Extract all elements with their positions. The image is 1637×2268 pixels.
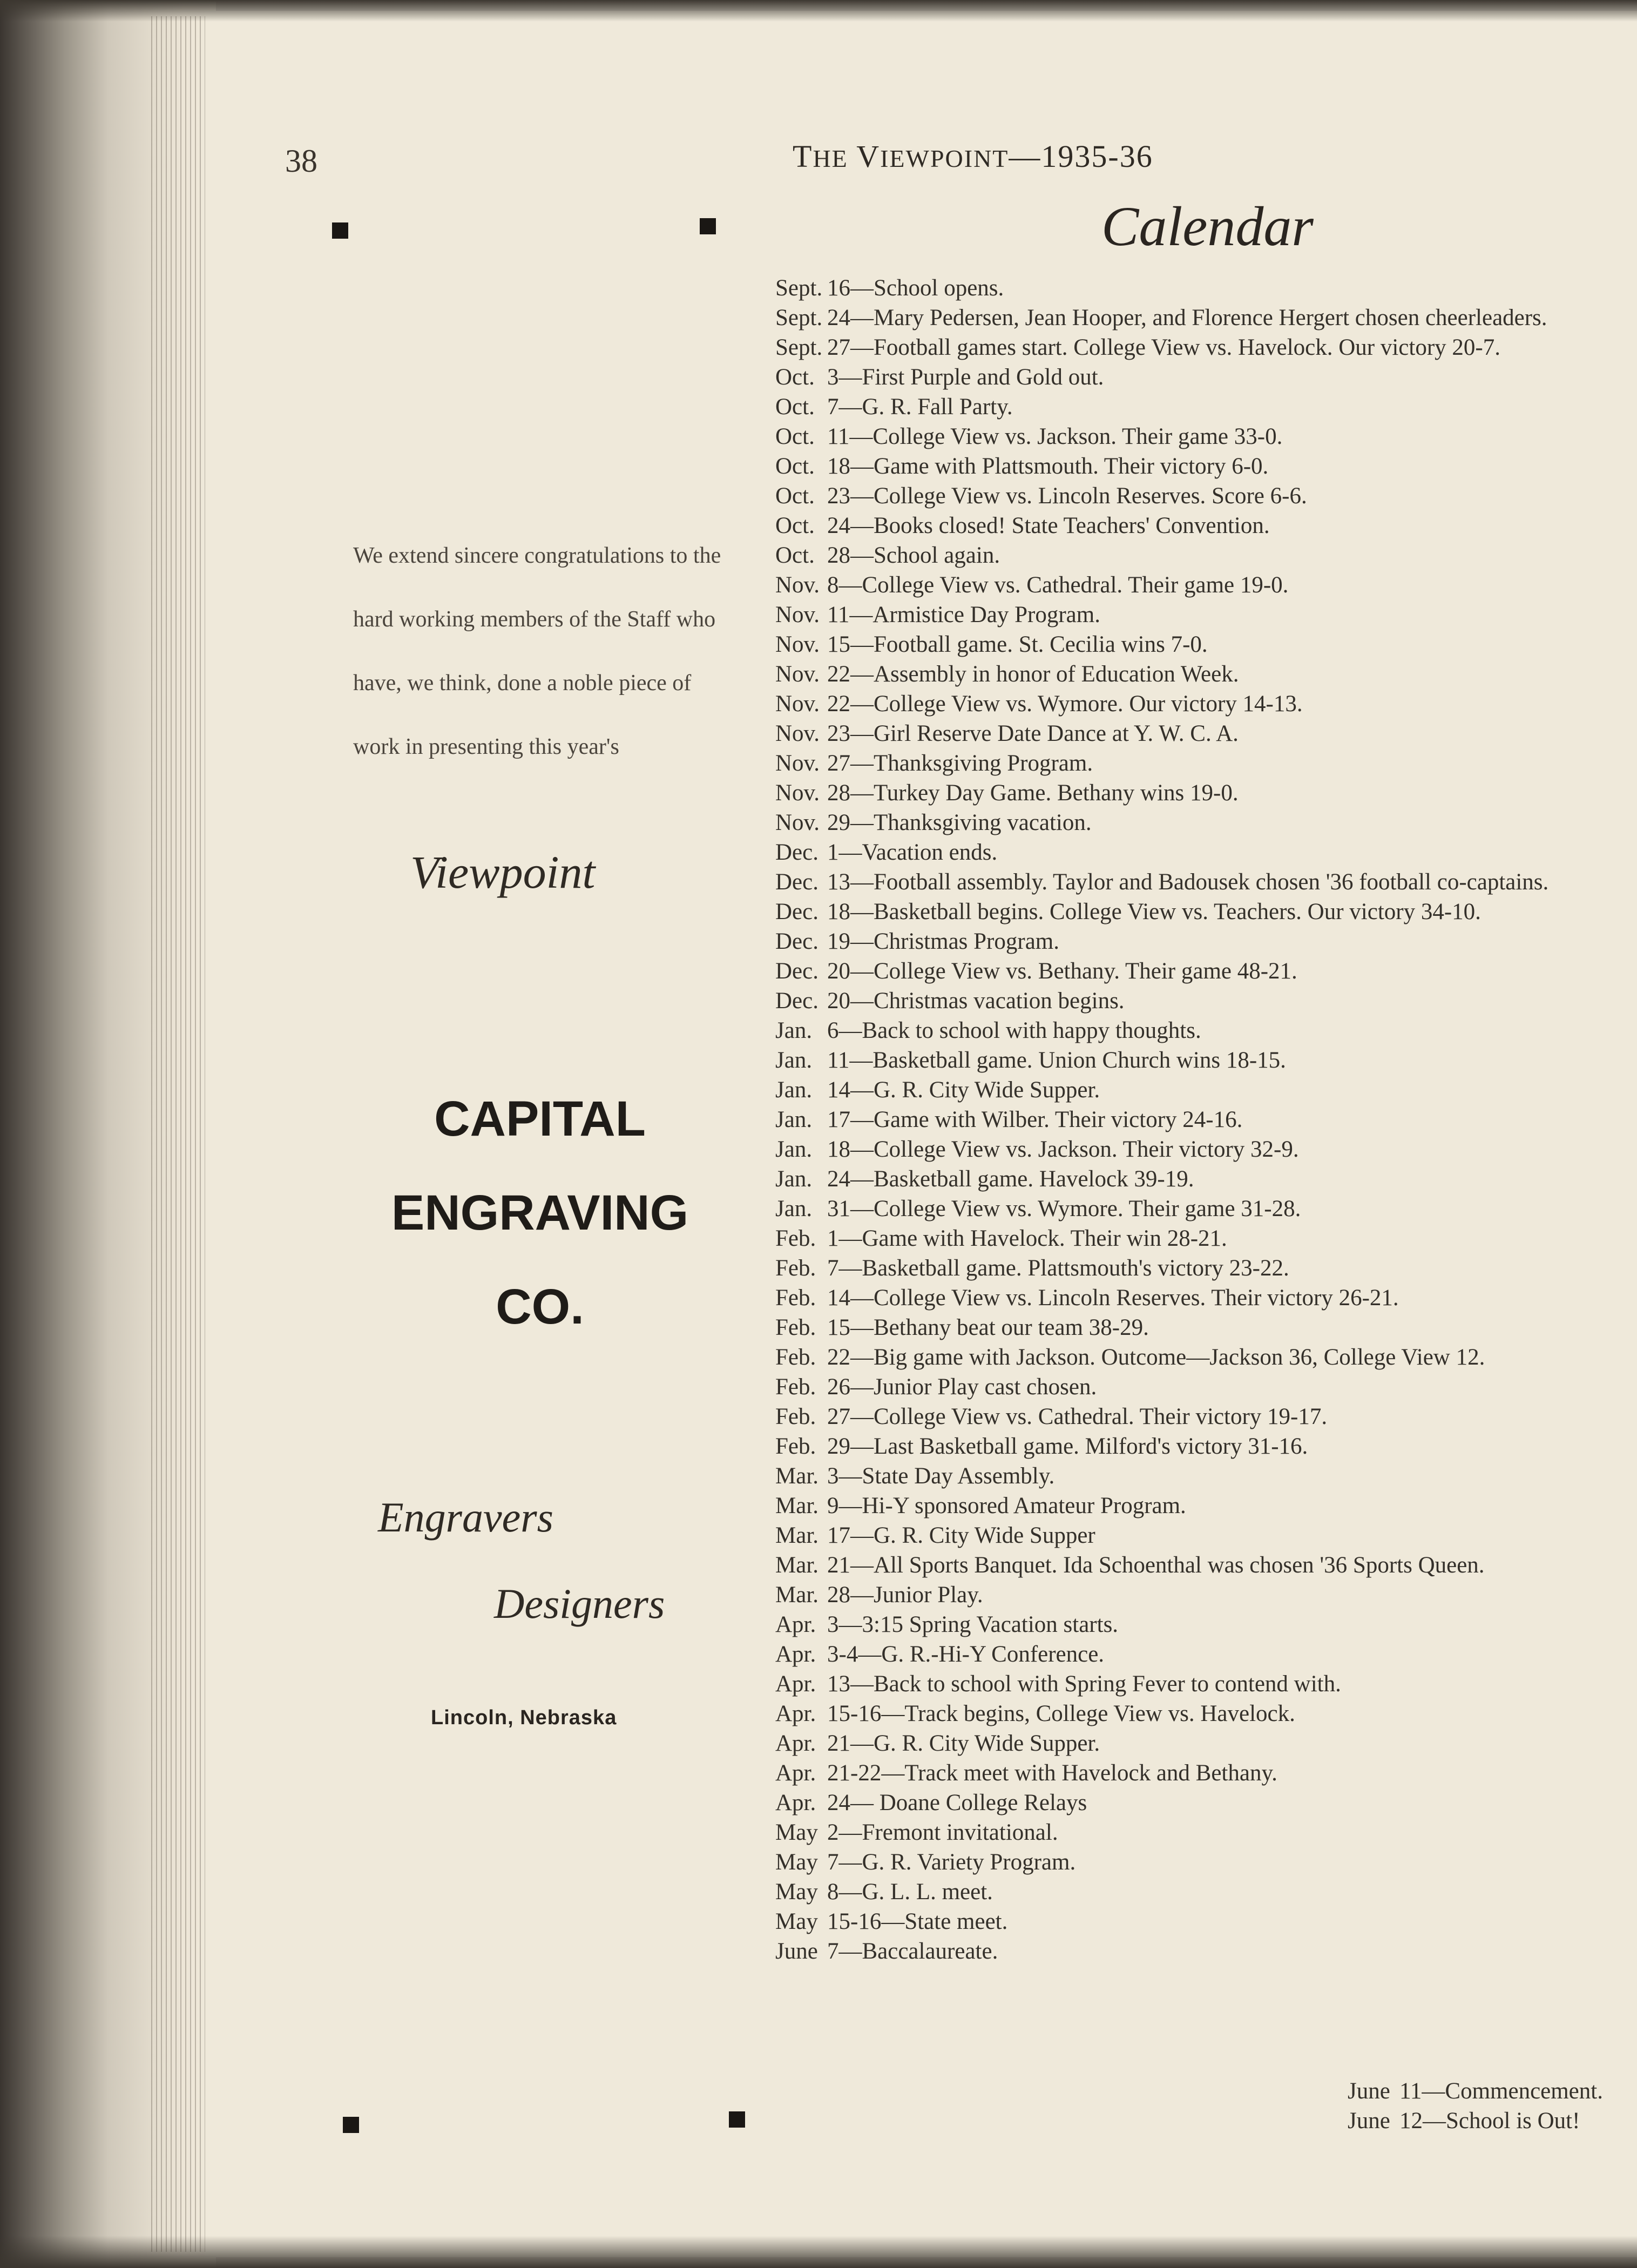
calendar-entry-month: Nov. <box>775 632 820 657</box>
calendar-list <box>775 273 1628 1966</box>
calendar-entry-text: 27—Football games start. College View vs. Havelock. Our victory 20-7. <box>827 335 1500 360</box>
calendar-entry-month: Mar. <box>775 1493 819 1518</box>
tagline-engravers: Engravers <box>378 1494 553 1541</box>
calendar-entry-text: 22—Assembly in honor of Education Week. <box>827 662 1239 687</box>
calendar-entry-text: 29—Thanksgiving vacation. <box>827 810 1092 835</box>
calendar-entry <box>775 362 1628 392</box>
calendar-entry-month: Feb. <box>775 1374 816 1400</box>
calendar-entry <box>775 927 1628 956</box>
calendar-entry-month: Nov. <box>775 721 820 746</box>
running-head-v: V <box>848 139 881 174</box>
calendar-entry-text: 22—Big game with Jackson. Outcome—Jackson 36, College View 12. <box>827 1345 1485 1370</box>
calendar-entry-text: 7—G. R. Variety Program. <box>827 1850 1076 1875</box>
calendar-entry <box>775 1432 1628 1461</box>
company-line-1: CAPITAL <box>434 1091 646 1146</box>
calendar-entry-text: 29—Last Basketball game. Milford's victory 31-16. <box>827 1434 1308 1459</box>
calendar-entry-text: 1—Game with Havelock. Their win 28-21. <box>827 1226 1227 1251</box>
calendar-entry <box>775 1075 1628 1105</box>
calendar-entry-month: Jan. <box>775 1077 813 1103</box>
calendar-entry <box>775 1639 1628 1669</box>
calendar-entry <box>775 600 1628 630</box>
calendar-entry-month: May <box>775 1909 818 1934</box>
calendar-entry-text: 12—School is Out! <box>1399 2108 1580 2134</box>
tagline-designers: Designers <box>494 1580 665 1627</box>
page-number: 38 <box>285 143 317 179</box>
calendar-entry-text: 3—3:15 Spring Vacation starts. <box>827 1612 1119 1637</box>
calendar-entry-month: Nov. <box>775 751 820 776</box>
calendar-entry <box>775 1105 1628 1135</box>
calendar-entry-text: 7—Baccalaureate. <box>827 1939 998 1964</box>
calendar-entry <box>775 1402 1628 1432</box>
calendar-entry-text: 24—Basketball game. Havelock 39-19. <box>827 1166 1194 1192</box>
calendar-entry-text: 31—College View vs. Wymore. Their game 31-28. <box>827 1196 1301 1221</box>
calendar-entry <box>775 1699 1628 1729</box>
calendar-entry <box>775 1342 1628 1372</box>
calendar-entry <box>775 481 1628 511</box>
calendar-entry <box>775 630 1628 659</box>
calendar-entry-text: 3-4—G. R.-Hi-Y Conference. <box>827 1642 1105 1667</box>
calendar-june-right <box>1348 2076 1609 2136</box>
calendar-entry-month: Apr. <box>775 1612 816 1637</box>
calendar-entry <box>775 808 1628 838</box>
calendar-entry-month: June <box>1348 2078 1390 2104</box>
calendar-entry-text: 24— Doane College Relays <box>827 1790 1087 1815</box>
calendar-entry <box>775 867 1628 897</box>
calendar-entry <box>775 1372 1628 1402</box>
calendar-entry-text: 28—Turkey Day Game. Bethany wins 19-0. <box>827 780 1239 806</box>
calendar-entry <box>775 1016 1628 1045</box>
calendar-entry <box>775 748 1628 778</box>
calendar-entry-month: May <box>775 1850 818 1875</box>
calendar-entry <box>775 838 1628 867</box>
calendar-entry-text: 18—College View vs. Jackson. Their victory 32-9. <box>827 1137 1299 1162</box>
calendar-entry-month: Apr. <box>775 1731 816 1756</box>
calendar-entry <box>775 392 1628 422</box>
calendar-entry-month: Oct. <box>775 543 815 568</box>
calendar-entry-text: 11—Basketball game. Union Church wins 18-15. <box>827 1048 1286 1073</box>
book-spine-edge <box>0 0 216 2268</box>
calendar-entry-month: Dec. <box>775 840 819 865</box>
calendar-entry-text: 21-22—Track meet with Havelock and Bethany. <box>827 1760 1277 1786</box>
calendar-entry-text: 23—Girl Reserve Date Dance at Y. W. C. A. <box>827 721 1239 746</box>
calendar-entry-month: Nov. <box>775 662 820 687</box>
calendar-entry <box>775 1461 1628 1491</box>
calendar-entry-month: Feb. <box>775 1256 816 1281</box>
calendar-entry-text: 19—Christmas Program. <box>827 929 1059 954</box>
calendar-entry-month: Feb. <box>775 1404 816 1429</box>
calendar-entry-month: Nov. <box>775 572 820 598</box>
company-line-3: CO. <box>496 1279 584 1334</box>
calendar-entry <box>775 778 1628 808</box>
calendar-entry-text: 16—School opens. <box>827 275 1004 301</box>
calendar-entry <box>775 1491 1628 1521</box>
calendar-entry-text: 28—School again. <box>827 543 1000 568</box>
calendar-entry-month: Dec. <box>775 869 819 895</box>
calendar-entry-text: 15—Football game. St. Cecilia wins 7-0. <box>827 632 1208 657</box>
company-location: Lincoln, Nebraska <box>431 1706 617 1729</box>
calendar-entry <box>775 1877 1628 1907</box>
calendar-entry-month: Feb. <box>775 1226 816 1251</box>
calendar-entry <box>775 1936 1628 1966</box>
running-head-t: T <box>793 139 813 174</box>
calendar-entry-text: 15-16—Track begins, College View vs. Havelock. <box>827 1701 1295 1726</box>
running-head <box>793 138 1153 174</box>
calendar-entry-text: 21—G. R. City Wide Supper. <box>827 1731 1100 1756</box>
calendar-entry-month: Feb. <box>775 1434 816 1459</box>
calendar-entry-text: 17—G. R. City Wide Supper <box>827 1523 1095 1548</box>
calendar-entry-month: Oct. <box>775 394 815 420</box>
calendar-entry-text: 14—G. R. City Wide Supper. <box>827 1077 1100 1103</box>
calendar-entry-text: 11—College View vs. Jackson. Their game 33-0. <box>827 424 1283 449</box>
calendar-entry-month: Oct. <box>775 513 815 538</box>
calendar-entry <box>775 897 1628 927</box>
calendar-entry-text: 23—College View vs. Lincoln Reserves. Score 6-6. <box>827 483 1307 509</box>
calendar-entry-text: 13—Football assembly. Taylor and Badousek chosen '36 football co-captains. <box>827 869 1549 895</box>
calendar-title: Calendar <box>1101 195 1314 258</box>
calendar-entry-text: 24—Books closed! State Teachers' Convention. <box>827 513 1270 538</box>
calendar-entry-month: May <box>775 1879 818 1905</box>
calendar-entry-month: Apr. <box>775 1642 816 1667</box>
calendar-entry <box>775 1521 1628 1550</box>
calendar-entry-month: Dec. <box>775 929 819 954</box>
calendar-entry-text: 17—Game with Wilber. Their victory 24-16. <box>827 1107 1243 1132</box>
calendar-entry-month: Apr. <box>775 1701 816 1726</box>
calendar-entry-text: 14—College View vs. Lincoln Reserves. Their victory 26-21. <box>827 1285 1399 1311</box>
calendar-entry-text: 15-16—State meet. <box>827 1909 1008 1934</box>
calendar-entry <box>775 1253 1628 1283</box>
calendar-entry <box>775 1283 1628 1313</box>
calendar-entry-month: Mar. <box>775 1523 819 1548</box>
company-name <box>346 1072 734 1354</box>
calendar-entry <box>775 1907 1628 1936</box>
calendar-entry-month: Nov. <box>775 691 820 717</box>
calendar-entry-month: Apr. <box>775 1671 816 1697</box>
calendar-entry <box>775 659 1628 689</box>
calendar-entry <box>1348 2106 1609 2136</box>
calendar-entry-month: Jan. <box>775 1166 813 1192</box>
calendar-entry-month: Sept. <box>775 335 823 360</box>
calendar-entry-text: 27—Thanksgiving Program. <box>827 751 1093 776</box>
calendar-entry-month: May <box>775 1820 818 1845</box>
calendar-entry-text: 11—Armistice Day Program. <box>827 602 1100 627</box>
corner-marker-top-right <box>700 218 716 234</box>
calendar-entry <box>775 689 1628 719</box>
calendar-entry <box>775 1669 1628 1699</box>
calendar-entry-text: 7—Basketball game. Plattsmouth's victory 23-22. <box>827 1256 1289 1281</box>
running-head-he: HE <box>813 145 848 172</box>
calendar-entry-text: 2—Fremont invitational. <box>827 1820 1058 1845</box>
calendar-entry-text: 7—G. R. Fall Party. <box>827 394 1013 420</box>
calendar-entry-month: Jan. <box>775 1018 813 1043</box>
calendar-entry <box>775 333 1628 362</box>
calendar-entry-month: Jan. <box>775 1196 813 1221</box>
calendar-entry <box>775 986 1628 1016</box>
calendar-entry <box>775 1610 1628 1639</box>
calendar-entry <box>775 541 1628 570</box>
calendar-entry <box>775 1580 1628 1610</box>
running-head-iewpoint: IEWPOINT <box>880 145 1009 172</box>
company-line-2: ENGRAVING <box>391 1185 689 1240</box>
calendar-entry-text: 18—Basketball begins. College View vs. Teachers. Our victory 34-10. <box>827 899 1481 924</box>
calendar-entry-month: Oct. <box>775 424 815 449</box>
calendar-entry-text: 13—Back to school with Spring Fever to contend with. <box>827 1671 1341 1697</box>
advertisement-message: We extend sincere congratulations to the hard working members of the Staff who have, we think, done a noble piece of work in presenting this year's <box>353 543 721 759</box>
calendar-entry-month: Sept. <box>775 275 823 301</box>
calendar-entry-month: Nov. <box>775 602 820 627</box>
calendar-entry <box>775 1224 1628 1253</box>
calendar-entry-text: 11—Commencement. <box>1399 2078 1603 2104</box>
calendar-entry-month: Mar. <box>775 1552 819 1578</box>
calendar-entry <box>1348 2076 1609 2106</box>
calendar-entry-month: Sept. <box>775 305 823 330</box>
calendar-entry-month: Apr. <box>775 1760 816 1786</box>
calendar-entry <box>775 1758 1628 1788</box>
calendar-entry-text: 18—Game with Plattsmouth. Their victory 6-0. <box>827 454 1269 479</box>
calendar-entry <box>775 303 1628 333</box>
calendar-entry <box>775 1045 1628 1075</box>
calendar-entry <box>775 1313 1628 1342</box>
calendar-entry-month: Jan. <box>775 1107 813 1132</box>
calendar-entry-text: 28—Junior Play. <box>827 1582 983 1608</box>
calendar-entry-month: Dec. <box>775 899 819 924</box>
calendar-entry-text: 8—G. L. L. meet. <box>827 1879 993 1905</box>
calendar-entry <box>775 1729 1628 1758</box>
calendar-entry-text: 27—College View vs. Cathedral. Their victory 19-17. <box>827 1404 1328 1429</box>
calendar-entry-month: Mar. <box>775 1463 819 1489</box>
corner-marker-bottom-right <box>729 2111 745 2128</box>
calendar-entry <box>775 511 1628 541</box>
calendar-entry-text: 24—Mary Pedersen, Jean Hooper, and Florence Hergert chosen cheerleaders. <box>827 305 1547 330</box>
calendar-entry-month: Feb. <box>775 1315 816 1340</box>
calendar-entry-month: Feb. <box>775 1345 816 1370</box>
page-edges <box>151 16 211 2252</box>
calendar-entry-month: June <box>775 1939 818 1964</box>
calendar-entry <box>775 1818 1628 1847</box>
calendar-entry-text: 1—Vacation ends. <box>827 840 998 865</box>
calendar-entry-text: 20—Christmas vacation begins. <box>827 988 1125 1014</box>
top-shadow <box>0 0 1637 22</box>
calendar-entry <box>775 1194 1628 1224</box>
calendar-entry <box>775 1847 1628 1877</box>
calendar-entry-month: Jan. <box>775 1048 813 1073</box>
calendar-entry <box>775 422 1628 451</box>
calendar-entry-month: Mar. <box>775 1582 819 1608</box>
calendar-entry-month: Feb. <box>775 1285 816 1311</box>
calendar-entry-month: Dec. <box>775 959 819 984</box>
corner-marker-bottom-left <box>343 2117 359 2133</box>
calendar-entry-text: 6—Back to school with happy thoughts. <box>827 1018 1201 1043</box>
calendar-entry-text: 22—College View vs. Wymore. Our victory 14-13. <box>827 691 1303 717</box>
calendar-entry-text: 3—State Day Assembly. <box>827 1463 1055 1489</box>
calendar-entry-month: June <box>1348 2108 1390 2134</box>
calendar-entry <box>775 451 1628 481</box>
calendar-entry-text: 9—Hi-Y sponsored Amateur Program. <box>827 1493 1186 1518</box>
calendar-entry-month: Apr. <box>775 1790 816 1815</box>
calendar-entry-text: 15—Bethany beat our team 38-29. <box>827 1315 1149 1340</box>
calendar-entry-month: Dec. <box>775 988 819 1014</box>
calendar-entry-text: 8—College View vs. Cathedral. Their game 19-0. <box>827 572 1289 598</box>
calendar-entry-month: Nov. <box>775 780 820 806</box>
bottom-shadow <box>0 2236 1637 2268</box>
calendar-entry-month: Jan. <box>775 1137 813 1162</box>
calendar-entry <box>775 1788 1628 1818</box>
calendar-entry <box>775 1164 1628 1194</box>
calendar-entry <box>775 956 1628 986</box>
running-head-year: —1935-36 <box>1009 139 1153 174</box>
calendar-entry-month: Oct. <box>775 454 815 479</box>
calendar-entry <box>775 1550 1628 1580</box>
calendar-entry-month: Oct. <box>775 483 815 509</box>
calendar-entry <box>775 273 1628 303</box>
corner-marker-top-left <box>332 222 348 239</box>
calendar-entry-text: 21—All Sports Banquet. Ida Schoenthal was chosen '36 Sports Queen. <box>827 1552 1485 1578</box>
calendar-entry <box>775 1135 1628 1164</box>
calendar-entry <box>775 570 1628 600</box>
calendar-entry-month: Nov. <box>775 810 820 835</box>
calendar-entry-text: 26—Junior Play cast chosen. <box>827 1374 1097 1400</box>
yearbook-name: Viewpoint <box>410 846 596 898</box>
calendar-entry-month: Oct. <box>775 364 815 390</box>
calendar-entry-text: 3—First Purple and Gold out. <box>827 364 1104 390</box>
calendar-entry <box>775 719 1628 748</box>
calendar-entry-text: 20—College View vs. Bethany. Their game 48-21. <box>827 959 1297 984</box>
